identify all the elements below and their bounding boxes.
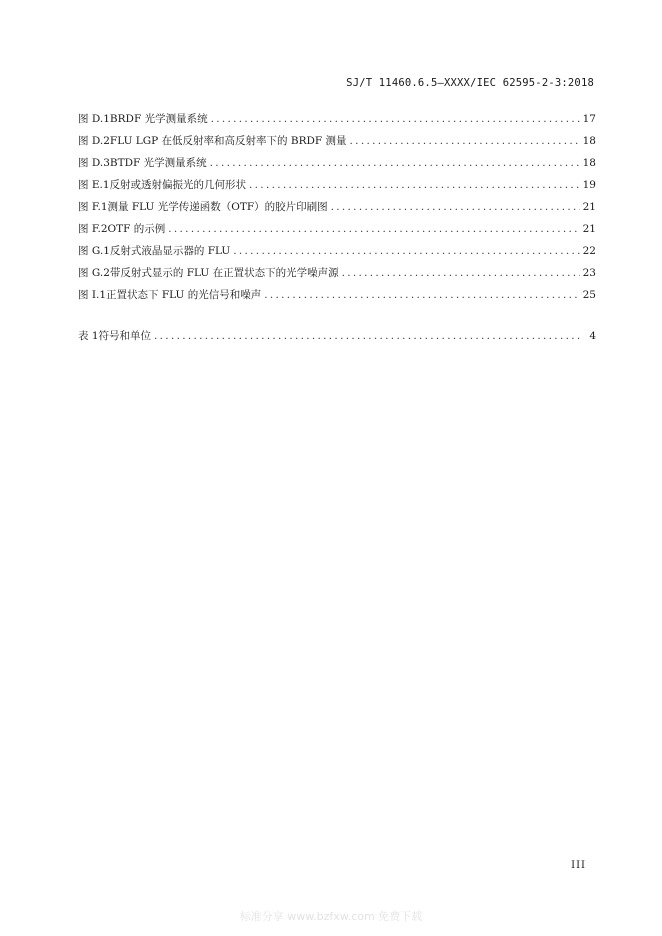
figure-number: 图 F.1: [78, 201, 108, 213]
figure-number: 图 E.1: [78, 179, 110, 191]
figure-number: 图 F.2: [78, 223, 108, 235]
document-id-header: SJ/T 11460.6.5—XXXX/IEC 62595-2-3:2018: [346, 77, 594, 89]
leader-dots: [154, 330, 581, 342]
toc-entry[interactable]: [78, 199, 596, 215]
figure-title: BRDF 光学测量系统: [109, 113, 208, 125]
page-ref: 23: [582, 267, 596, 279]
toc-entry[interactable]: [78, 133, 596, 149]
page-ref: 18: [582, 157, 596, 169]
page-number: III: [571, 860, 586, 871]
figure-number: 图 I.1: [78, 289, 107, 301]
figure-title: 带反射式显示的 FLU 在正置状态下的光学噪声源: [109, 267, 339, 279]
figure-number: 图 G.1: [78, 245, 110, 257]
table-title: 符号和单位: [98, 330, 152, 342]
leader-dots: [211, 113, 580, 125]
page-ref: 19: [582, 179, 596, 191]
toc-entry[interactable]: [78, 177, 596, 193]
figure-number: 图 D.3: [78, 157, 110, 169]
toc-entry[interactable]: [78, 111, 596, 127]
toc-entry[interactable]: [78, 221, 596, 237]
toc-entry[interactable]: [78, 328, 596, 344]
figure-number: 图 D.2: [78, 135, 110, 147]
figure-title: 正置状态下 FLU 的光信号和噪声: [106, 289, 262, 301]
figure-title: 测量 FLU 光学传递函数（OTF）的胶片印刷图: [107, 201, 328, 213]
page-ref: 4: [589, 330, 596, 342]
page-ref: 21: [582, 223, 596, 235]
toc-entry[interactable]: [78, 265, 596, 281]
watermark: 标准分享 www.bzfxw.com 免费下载: [239, 910, 423, 923]
page-ref: 21: [582, 201, 596, 213]
figure-title: 反射式液晶显示器的 FLU: [109, 245, 231, 257]
page-ref: 22: [582, 245, 596, 257]
page-ref: 18: [582, 135, 596, 147]
leader-dots: [233, 245, 579, 257]
page-ref: 25: [582, 289, 596, 301]
figure-title: BTDF 光学测量系统: [109, 157, 207, 169]
table-number: 表 1: [78, 330, 99, 342]
leader-dots: [249, 179, 580, 191]
figure-title: 反射或透射偏振光的几何形状: [109, 179, 247, 191]
leader-dots: [331, 201, 580, 213]
figure-number: 图 D.1: [78, 113, 110, 125]
toc-entry[interactable]: [78, 155, 596, 171]
figure-title: OTF 的示例: [107, 223, 166, 235]
leader-dots: [264, 289, 579, 301]
toc-entry[interactable]: [78, 243, 596, 259]
figure-title: FLU LGP 在低反射率和高反射率下的 BRDF 测量: [109, 135, 347, 147]
leader-dots: [168, 223, 579, 235]
toc-entry[interactable]: [78, 287, 596, 303]
leader-dots: [342, 267, 580, 279]
page-ref: 17: [582, 113, 596, 125]
leader-dots: [210, 157, 580, 169]
leader-dots: [350, 135, 580, 147]
figure-number: 图 G.2: [78, 267, 110, 279]
